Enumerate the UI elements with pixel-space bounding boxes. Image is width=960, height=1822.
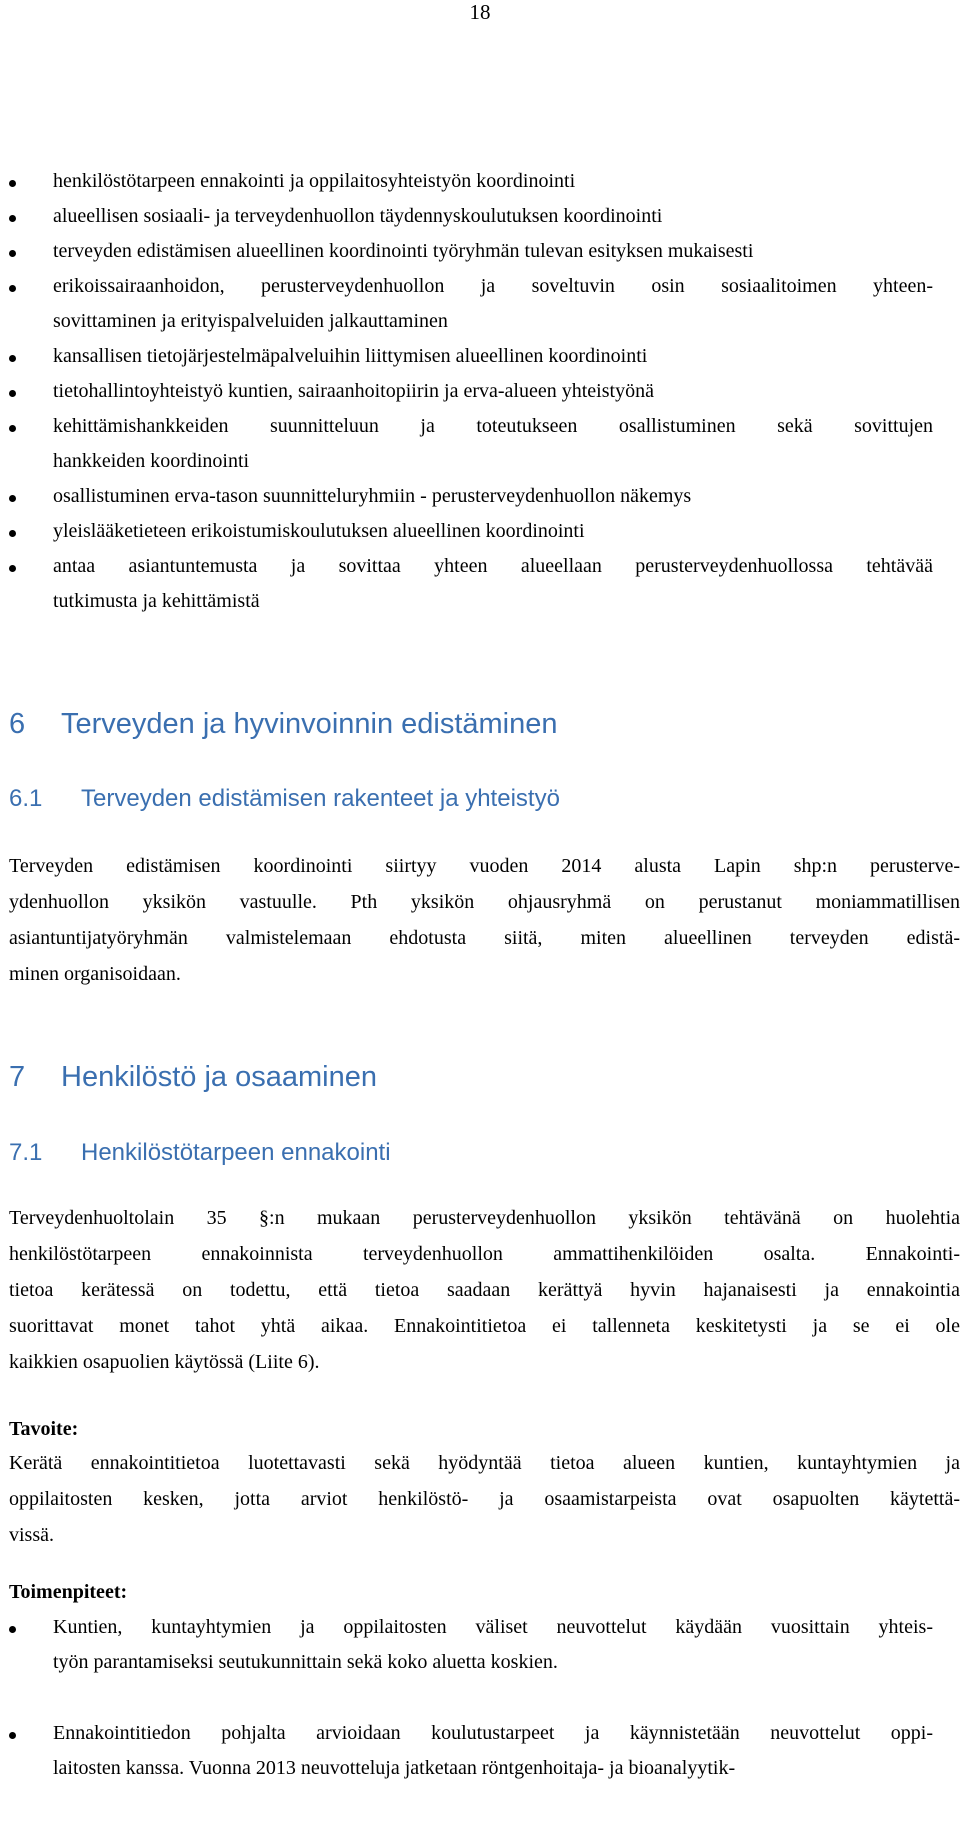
list-item <box>0 1610 933 1680</box>
section-6-heading <box>9 706 558 742</box>
list-item-line: Kuntien, kuntayhtymien ja oppilaitosten väliset neuvottelut käydään vuosittain yhteis- <box>53 1616 933 1638</box>
bullet-icon <box>9 180 16 187</box>
bullet-icon <box>9 495 16 502</box>
paragraph-line: asiantuntijatyöryhmän valmistelemaan ehdotusta siitä, miten alueellinen terveyden edistä- <box>9 927 960 949</box>
bullet-icon <box>9 1732 16 1739</box>
section-title: Henkilöstö ja osaaminen <box>61 1061 377 1093</box>
paragraph-line: minen organisoidaan. <box>9 963 181 985</box>
list-item <box>0 479 933 514</box>
paragraph-line: Terveydenhuoltolain 35 §:n mukaan perusterveydenhuollon yksikön tehtävänä on huolehtia <box>9 1207 960 1229</box>
goal-label: Tavoite: <box>9 1418 79 1440</box>
bullet-icon <box>9 1626 16 1633</box>
responsibilities-list <box>0 164 933 619</box>
section-title: Terveyden ja hyvinvoinnin edistäminen <box>61 708 558 740</box>
list-item <box>0 1716 933 1786</box>
paragraph-line: henkilöstötarpeen ennakoinnista terveydenhuollon ammattihenkilöiden osalta. Ennakointi- <box>9 1243 960 1265</box>
list-item <box>0 514 933 549</box>
list-item-line: työn parantamiseksi seutukunnittain sekä koko aluetta koskien. <box>53 1651 558 1673</box>
paragraph-line: Kerätä ennakointitietoa luotettavasti sekä hyödyntää tietoa alueen kuntien, kuntayhtymien ja <box>9 1452 960 1474</box>
bullet-icon <box>9 355 16 362</box>
subsection-number: 6.1 <box>9 785 43 812</box>
list-item-line: henkilöstötarpeen ennakointi ja oppilaitosyhteistyön koordinointi <box>53 170 576 192</box>
list-item <box>0 199 933 234</box>
list-item-line: antaa asiantuntemusta ja sovittaa yhteen alueellaan perusterveydenhuollossa tehtävää <box>53 555 933 577</box>
bullet-icon <box>9 250 16 257</box>
section-7-1-paragraph <box>9 1200 960 1380</box>
list-item-line: hankkeiden koordinointi <box>53 450 250 472</box>
section-7-heading <box>9 1059 377 1095</box>
list-item-line: tutkimusta ja kehittämistä <box>53 590 260 612</box>
list-item-line: terveyden edistämisen alueellinen koordinointi työryhmän tulevan esityksen mukaisesti <box>53 240 754 262</box>
actions-list <box>0 1610 933 1822</box>
list-item-line: alueellisen sosiaali- ja terveydenhuollon täydennyskoulutuksen koordinointi <box>53 205 663 227</box>
subsection-title: Terveyden edistämisen rakenteet ja yhteistyö <box>81 785 560 812</box>
section-number: 6 <box>9 708 26 740</box>
bullet-icon <box>9 530 16 537</box>
list-item <box>0 164 933 199</box>
paragraph-line: suorittavat monet tahot yhtä aikaa. Ennakointitietoa ei tallenneta keskitetysti ja se ei ole <box>9 1315 960 1337</box>
section-number: 7 <box>9 1061 26 1093</box>
bullet-icon <box>9 215 16 222</box>
list-item-line: osallistuminen erva-tason suunnitteluryhmiin - perusterveydenhuollon näkemys <box>53 485 692 507</box>
paragraph-line: tietoa kerätessä on todettu, että tietoa saadaan kerättyä hyvin hajanaisesti ja ennakointia <box>9 1279 960 1301</box>
goal-paragraph <box>9 1445 960 1553</box>
bullet-icon <box>9 565 16 572</box>
actions-label: Toimenpiteet: <box>9 1581 128 1603</box>
section-6-1-paragraph <box>9 848 960 992</box>
list-item-line: yleislääketieteen erikoistumiskoulutuksen alueellinen koordinointi <box>53 520 585 542</box>
list-item-line: sovittaminen ja erityispalveluiden jalkauttaminen <box>53 310 448 332</box>
subsection-title: Henkilöstötarpeen ennakointi <box>81 1139 391 1166</box>
paragraph-line: ydenhuollon yksikön vastuulle. Pth yksikön ohjausryhmä on perustanut moniammatillisen <box>9 891 960 913</box>
list-item-line: laitosten kanssa. Vuonna 2013 neuvotteluja jatketaan röntgenhoitaja- ja bioanalyytik- <box>53 1757 736 1779</box>
list-item-line: kansallisen tietojärjestelmäpalveluihin liittymisen alueellinen koordinointi <box>53 345 648 367</box>
list-item-line: tietohallintoyhteistyö kuntien, sairaanhoitopiirin ja erva-alueen yhteistyönä <box>53 380 654 402</box>
list-item <box>0 234 933 269</box>
list-item-line: erikoissairaanhoidon, perusterveydenhuollon ja soveltuvin osin sosiaalitoimen yhteen- <box>53 275 933 297</box>
section-7-1-heading <box>9 1138 391 1168</box>
bullet-icon <box>9 425 16 432</box>
bullet-icon <box>9 390 16 397</box>
paragraph-line: vissä. <box>9 1524 54 1546</box>
list-item-line: kehittämishankkeiden suunnitteluun ja toteutukseen osallistuminen sekä sovittujen <box>53 415 933 437</box>
paragraph-line: kaikkien osapuolien käytössä (Liite 6). <box>9 1351 320 1373</box>
section-6-1-heading <box>9 784 560 814</box>
paragraph-line: Terveyden edistämisen koordinointi siirtyy vuoden 2014 alusta Lapin shp:n perusterve- <box>9 855 960 877</box>
page-number: 18 <box>469 0 491 24</box>
list-item <box>0 409 933 479</box>
list-item <box>0 269 933 339</box>
subsection-number: 7.1 <box>9 1139 43 1166</box>
list-item <box>0 339 933 374</box>
list-item <box>0 374 933 409</box>
list-item-line: Ennakointitiedon pohjalta arvioidaan koulutustarpeet ja käynnistetään neuvottelut oppi- <box>53 1722 933 1744</box>
paragraph-line: oppilaitosten kesken, jotta arviot henkilöstö- ja osaamistarpeista ovat osapuolten käytettä- <box>9 1488 960 1510</box>
list-item <box>0 549 933 619</box>
bullet-icon <box>9 285 16 292</box>
